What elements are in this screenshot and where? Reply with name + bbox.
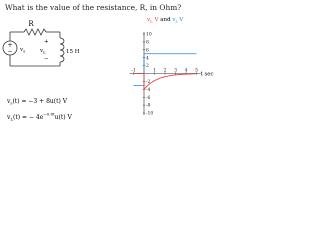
y-tick-label: 4 [146, 56, 149, 62]
y-tick-label: 8 [146, 40, 149, 46]
y-tick-label: 6 [146, 48, 149, 54]
source-plus: + [7, 42, 13, 49]
y-tick-label: 10 [146, 32, 152, 38]
question-text: What is the value of the resistance, R, in Ohm? [5, 3, 182, 12]
x-tick-label: 2 [163, 68, 167, 74]
figure [0, 0, 214, 131]
inductor-label: 15 H [66, 49, 80, 55]
y-tick-label: -4 [146, 87, 151, 93]
x-tick-label: 5 [195, 68, 198, 74]
y-tick-label: -10 [146, 111, 154, 117]
equation-vs: $v_s(t) = -3 + 8u(t)$ V [7, 98, 68, 106]
x-axis-unit-label: t sec [200, 71, 214, 78]
inductor [60, 38, 64, 62]
x-tick-label: 4 [184, 68, 188, 74]
source-label: $v_s$ [20, 47, 26, 54]
x-tick-label: -1 [131, 68, 136, 74]
source-minus: − [7, 48, 13, 56]
resistor [24, 29, 46, 35]
canvas [0, 0, 214, 131]
x-tick-label: 3 [174, 68, 177, 74]
y-tick-label: -6 [146, 95, 151, 101]
equation-vl: $v_L(t)$ = − $4e^{-0.8t}u(t)$ V [7, 111, 72, 122]
x-tick-label: 1 [153, 68, 156, 74]
y-tick-label: 2 [146, 64, 149, 70]
chart-legend: $v_L$ V and $v_s$ V [147, 17, 184, 24]
inductor-plus: + [44, 39, 49, 45]
inductor-v-label: $v_L$ [40, 48, 46, 55]
inductor-minus: − [44, 56, 49, 62]
resistor-label: R [28, 20, 34, 28]
y-tick-label: -2 [146, 80, 151, 85]
y-tick-label: -8 [146, 103, 151, 109]
